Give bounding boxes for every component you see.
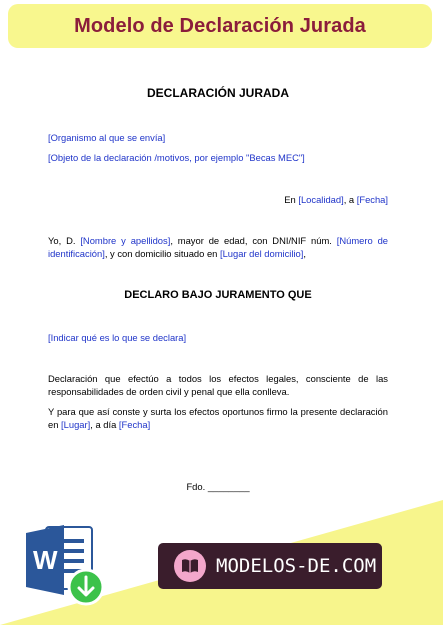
fecha-placeholder: [Fecha] bbox=[356, 194, 388, 205]
identidad-text-3: , y con domicilio situado en bbox=[104, 247, 220, 259]
title-banner bbox=[8, 4, 432, 48]
conste-text-1: Y para que así conste y surta los efectos oportunos firmo la presente declaración en bbox=[48, 406, 388, 430]
document-subheading: DECLARO BAJO JURAMENTO QUE bbox=[124, 289, 312, 301]
domicilio-placeholder: [Lugar del domicilio] bbox=[219, 247, 304, 259]
lugar-fecha-line bbox=[48, 194, 388, 207]
numero-placeholder: [Número de identificación] bbox=[48, 235, 388, 259]
lugar-placeholder: [Lugar] bbox=[61, 418, 91, 430]
indicar-placeholder: [Indicar qué es lo que se declara] bbox=[48, 332, 187, 343]
conste-paragraph bbox=[48, 406, 388, 431]
document-heading: DECLARACIÓN JURADA bbox=[146, 86, 289, 100]
brand-name: MODELOS-DE.COM bbox=[216, 555, 377, 577]
dia-fecha-placeholder: [Fecha] bbox=[118, 418, 151, 430]
book-icon bbox=[174, 550, 206, 582]
declaracion-paragraph: Declaración que efectúo a todos los efectos legales, consciente de las responsabilidades de orden civil y penal que ella conlleva. bbox=[48, 373, 388, 397]
identidad-text-1: Yo, D. bbox=[48, 235, 81, 246]
download-arrow-icon bbox=[69, 570, 103, 604]
organismo-placeholder: [Organismo al que se envía] bbox=[48, 132, 166, 143]
brand-logo[interactable] bbox=[158, 543, 382, 589]
objeto-placeholder: [Objeto de la declaración /motivos, por ejemplo "Becas MEC"] bbox=[48, 152, 305, 163]
svg-text:W: W bbox=[33, 545, 58, 575]
conste-text-2: , a día bbox=[90, 418, 119, 430]
identidad-text-2: , mayor de edad, con DNI/NIF núm. bbox=[170, 235, 337, 246]
word-document-icon bbox=[24, 521, 108, 611]
firma-line: Fdo. ________ bbox=[186, 481, 250, 492]
en-text: En bbox=[284, 194, 299, 205]
nombre-placeholder: [Nombre y apellidos] bbox=[80, 235, 171, 246]
identidad-text-4: , bbox=[303, 247, 306, 259]
identidad-paragraph bbox=[48, 235, 388, 260]
page-title: Modelo de Declaración Jurada bbox=[74, 14, 366, 37]
lugar-fecha-sep: , a bbox=[343, 194, 357, 205]
localidad-placeholder: [Localidad] bbox=[298, 194, 344, 205]
